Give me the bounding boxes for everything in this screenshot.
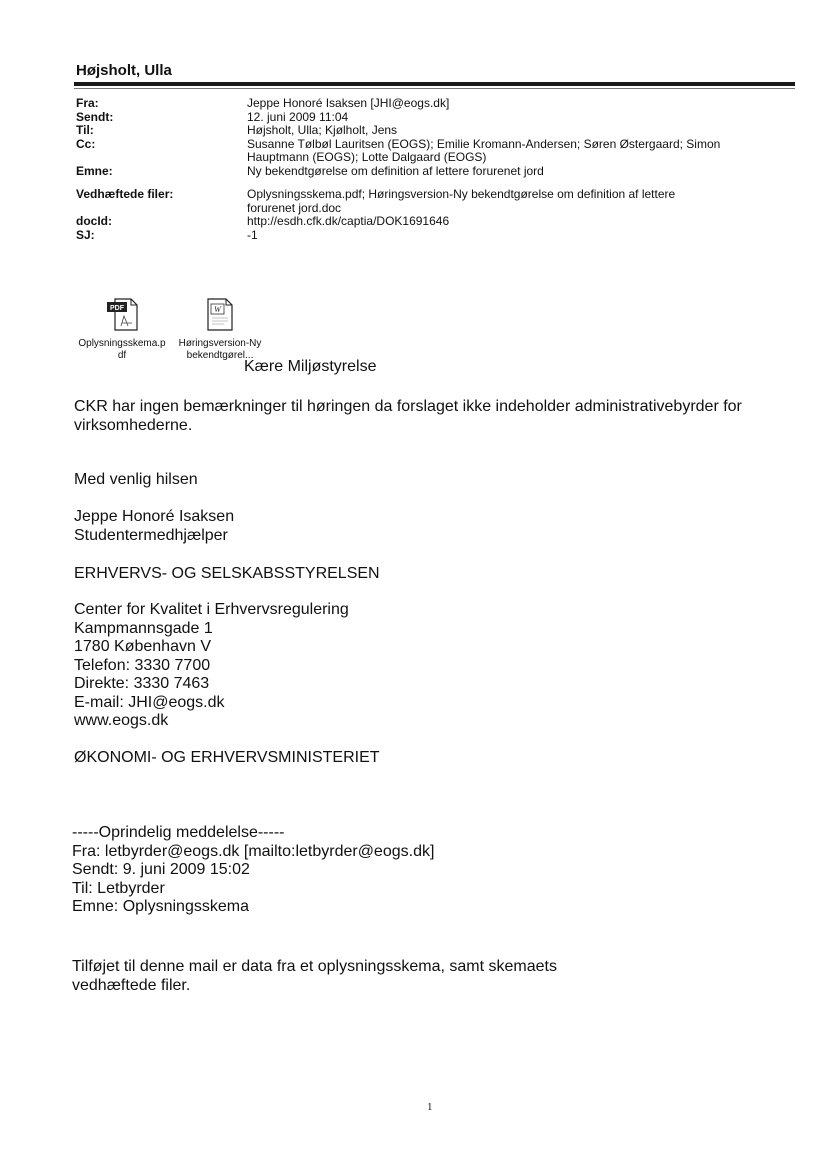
- original-to: Til: Letbyrder: [72, 879, 165, 897]
- pdf-file-icon: [104, 296, 140, 332]
- attachment-pdf-name-line1: Oplysningsskema.p: [78, 338, 166, 349]
- department: Center for Kvalitet i Erhvervsregulering: [74, 601, 349, 618]
- mailbox-owner-name: Højsholt, Ulla: [76, 62, 172, 79]
- direct-phone: Direkte: 3330 7463: [74, 675, 210, 692]
- from-row: [76, 97, 796, 111]
- word-file-icon: [202, 296, 238, 332]
- website-link[interactable]: www.eogs.dk: [74, 712, 169, 729]
- pdf-badge: PDF: [110, 305, 124, 312]
- cc-row: [76, 138, 796, 165]
- city-address: 1780 København V: [74, 638, 211, 655]
- signer: [74, 508, 234, 545]
- original-from: Fra: letbyrder@eogs.dk [mailto:letbyrder@eogs.dk]: [72, 842, 435, 860]
- docid-label: docId:: [76, 214, 112, 228]
- street-address: Kampmannsgade 1: [74, 619, 213, 637]
- message-paragraph: [74, 398, 794, 435]
- attachment-doc[interactable]: [170, 296, 270, 362]
- original-subject: Emne: Oplysningsskema: [72, 898, 249, 915]
- signer-title: Studentermedhjælper: [74, 526, 228, 544]
- cc-label: Cc:: [76, 136, 96, 151]
- original-sent: Sendt: 9. juni 2009 15:02: [72, 861, 250, 878]
- cc-value-line1: Susanne Tølbøl Lauritsen (EOGS); Emilie Kromann-Andersen; Søren Østergaard; Simon: [247, 136, 721, 151]
- original-message: [72, 824, 434, 917]
- cc-value: [247, 138, 796, 165]
- original-separator: -----Oprindelig meddelelse-----: [72, 824, 285, 841]
- email-link[interactable]: E-mail: JHI@eogs.dk: [74, 693, 225, 711]
- original-body: [72, 958, 557, 995]
- sent-label: Sendt:: [76, 109, 114, 124]
- signer-name: Jeppe Honoré Isaksen: [74, 508, 235, 525]
- docid-row: [76, 215, 796, 229]
- sj-label: SJ:: [76, 227, 95, 242]
- attachment-pdf[interactable]: [72, 296, 172, 362]
- message-paragraph-line1: CKR har ingen bemærkninger til høringen da forslaget ikke indeholder administrativebyrder for: [74, 398, 742, 415]
- sent-row: [76, 111, 796, 125]
- phone: Telefon: 3330 7700: [74, 656, 211, 674]
- attachments-label: Vedhæftede filer:: [76, 187, 174, 201]
- page-number: 1: [427, 1101, 433, 1113]
- to-row: [76, 124, 796, 138]
- attachments-value-line1: Oplysningsskema.pdf; Høringsversion-Ny bekendtgørelse om definition af lettere: [247, 187, 676, 201]
- original-body-line1: Tilføjet til denne mail er data fra et oplysningsskema, samt skemaets: [72, 958, 557, 975]
- word-badge: W: [214, 305, 221, 314]
- greeting: Kære Miljøstyrelse: [244, 358, 377, 375]
- email-header: [76, 97, 796, 242]
- organization: ERHVERVS- OG SELSKABSSTYRELSEN: [74, 565, 380, 582]
- attachment-pdf-name-line2: df: [117, 350, 127, 361]
- sj-value: -1: [247, 227, 258, 242]
- message-paragraph-line2: virksomhederne.: [74, 416, 193, 434]
- from-value: Jeppe Honoré Isaksen [JHI@eogs.dk]: [247, 96, 450, 110]
- to-value: Højsholt, Ulla; Kjølholt, Jens: [247, 123, 398, 137]
- attachments-value-line2: forurenet jord.doc: [247, 200, 342, 215]
- from-label: Fra:: [76, 96, 99, 110]
- attachments-value: [247, 188, 796, 215]
- attachment-doc-name-line2: bekendtgørel...: [186, 350, 254, 361]
- attachment-doc-name-line1: Høringsversion-Ny: [178, 338, 262, 349]
- sj-row: [76, 229, 796, 243]
- ministry: ØKONOMI- OG ERHVERVSMINISTERIET: [74, 749, 380, 766]
- header-divider-thick: [74, 82, 795, 86]
- original-body-line2: vedhæftede filer.: [72, 976, 191, 994]
- contact-block: [74, 601, 349, 731]
- subject-row: [76, 165, 796, 179]
- header-divider-thin: [74, 88, 795, 89]
- cc-value-line2: Hauptmann (EOGS); Lotte Dalgaard (EOGS): [247, 150, 487, 164]
- attachments-row: [76, 188, 796, 215]
- to-label: Til:: [76, 123, 94, 137]
- sent-value: 12. juni 2009 11:04: [247, 109, 349, 124]
- docid-value: http://esdh.cfk.dk/captia/DOK1691646: [247, 214, 450, 228]
- subject-value: Ny bekendtgørelse om definition af lettere forurenet jord: [247, 163, 544, 178]
- closing: Med venlig hilsen: [74, 471, 198, 488]
- subject-label: Emne:: [76, 163, 113, 178]
